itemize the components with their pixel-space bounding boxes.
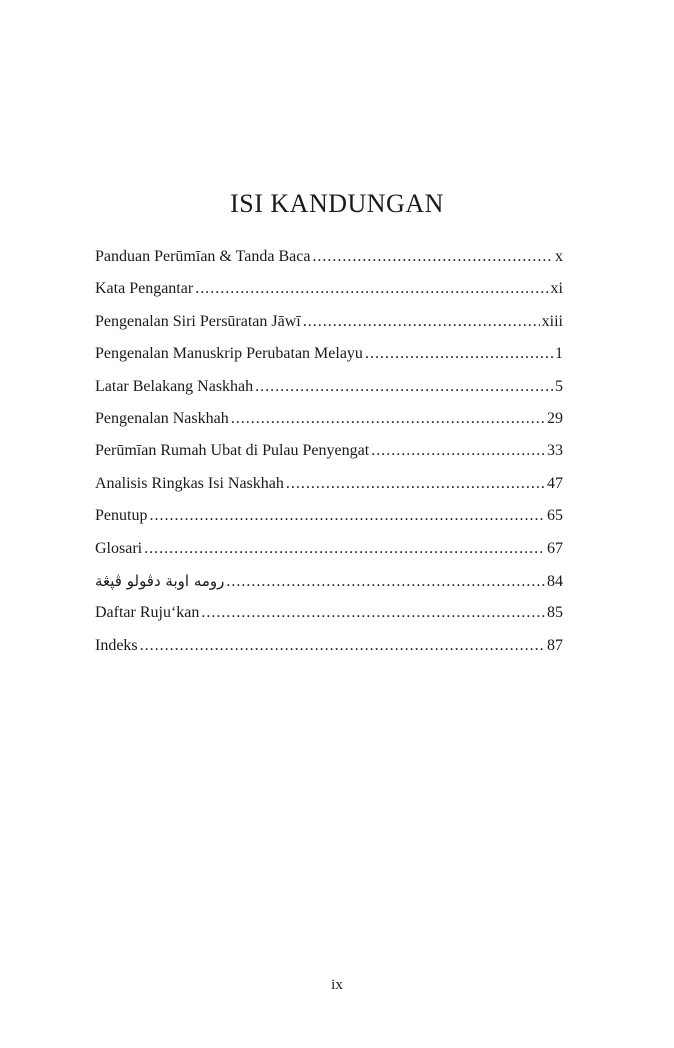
toc-dot-leader xyxy=(303,312,540,332)
toc-dot-leader xyxy=(144,539,545,559)
table-of-contents xyxy=(95,247,563,668)
toc-entry-title: Analisis Ringkas Isi Naskhah xyxy=(95,474,284,492)
toc-entry-title: Pengenalan Siri Persūratan Jāwī xyxy=(95,312,301,330)
toc-dot-leader xyxy=(201,603,545,623)
toc-entry-title: Latar Belakang Naskhah xyxy=(95,377,254,395)
toc-entry-page: 65 xyxy=(547,507,563,525)
toc-entry xyxy=(95,636,563,668)
toc-entry-title: Indeks xyxy=(95,636,138,654)
toc-dot-leader xyxy=(371,441,545,461)
toc-entry-page: x xyxy=(555,248,563,265)
toc-dot-leader xyxy=(231,409,545,429)
toc-entry xyxy=(95,344,563,376)
toc-entry-title: Penutup xyxy=(95,507,148,525)
toc-dot-leader xyxy=(312,247,553,267)
toc-entry-page: 47 xyxy=(547,474,563,492)
toc-entry xyxy=(95,409,563,441)
toc-entry xyxy=(95,377,563,409)
toc-entry xyxy=(95,539,563,571)
toc-entry xyxy=(95,279,563,311)
toc-entry xyxy=(95,603,563,635)
toc-entry-title: Perūmīan Rumah Ubat di Pulau Penyengat xyxy=(95,442,370,460)
toc-dot-leader xyxy=(195,279,548,299)
toc-entry-title: Daftar Ruju‘kan xyxy=(95,604,200,622)
toc-entry-page: 1 xyxy=(555,345,563,363)
toc-entry-page: 29 xyxy=(547,409,563,427)
toc-entry xyxy=(95,441,563,473)
toc-entry-page: 87 xyxy=(547,636,563,654)
toc-dot-leader xyxy=(226,572,545,592)
toc-entry xyxy=(95,312,563,344)
toc-entry-page: xiii xyxy=(541,312,563,330)
toc-dot-leader xyxy=(365,344,553,364)
toc-entry-page: 5 xyxy=(555,377,563,395)
toc-entry-page: 85 xyxy=(547,604,563,622)
toc-entry-page: 33 xyxy=(547,442,563,460)
toc-entry-jawi xyxy=(95,571,563,603)
toc-entry-page: xi xyxy=(550,280,563,298)
toc-dot-leader xyxy=(286,474,545,494)
toc-entry xyxy=(95,247,563,279)
page-title: ISI KANDUNGAN xyxy=(230,189,444,219)
toc-entry-page: 67 xyxy=(547,539,563,557)
toc-entry xyxy=(95,506,563,538)
toc-entry-title: Pengenalan Manuskrip Perubatan Melayu xyxy=(95,345,363,363)
toc-entry-title: Pengenalan Naskhah xyxy=(95,409,229,427)
toc-dot-leader xyxy=(149,506,545,526)
toc-dot-leader xyxy=(140,636,545,656)
toc-entry-page: 84 xyxy=(547,572,563,590)
page-number: ix xyxy=(331,977,343,993)
toc-entry xyxy=(95,474,563,506)
toc-entry-title: Kata Pengantar xyxy=(95,280,194,298)
toc-entry-title: Panduan Perūmīan & Tanda Baca xyxy=(95,248,311,265)
toc-dot-leader xyxy=(255,377,553,397)
toc-entry-title: Glosari xyxy=(95,539,143,557)
toc-entry-title-jawi: رومه اوبة دڤولو ڤڽڠة xyxy=(95,571,225,590)
